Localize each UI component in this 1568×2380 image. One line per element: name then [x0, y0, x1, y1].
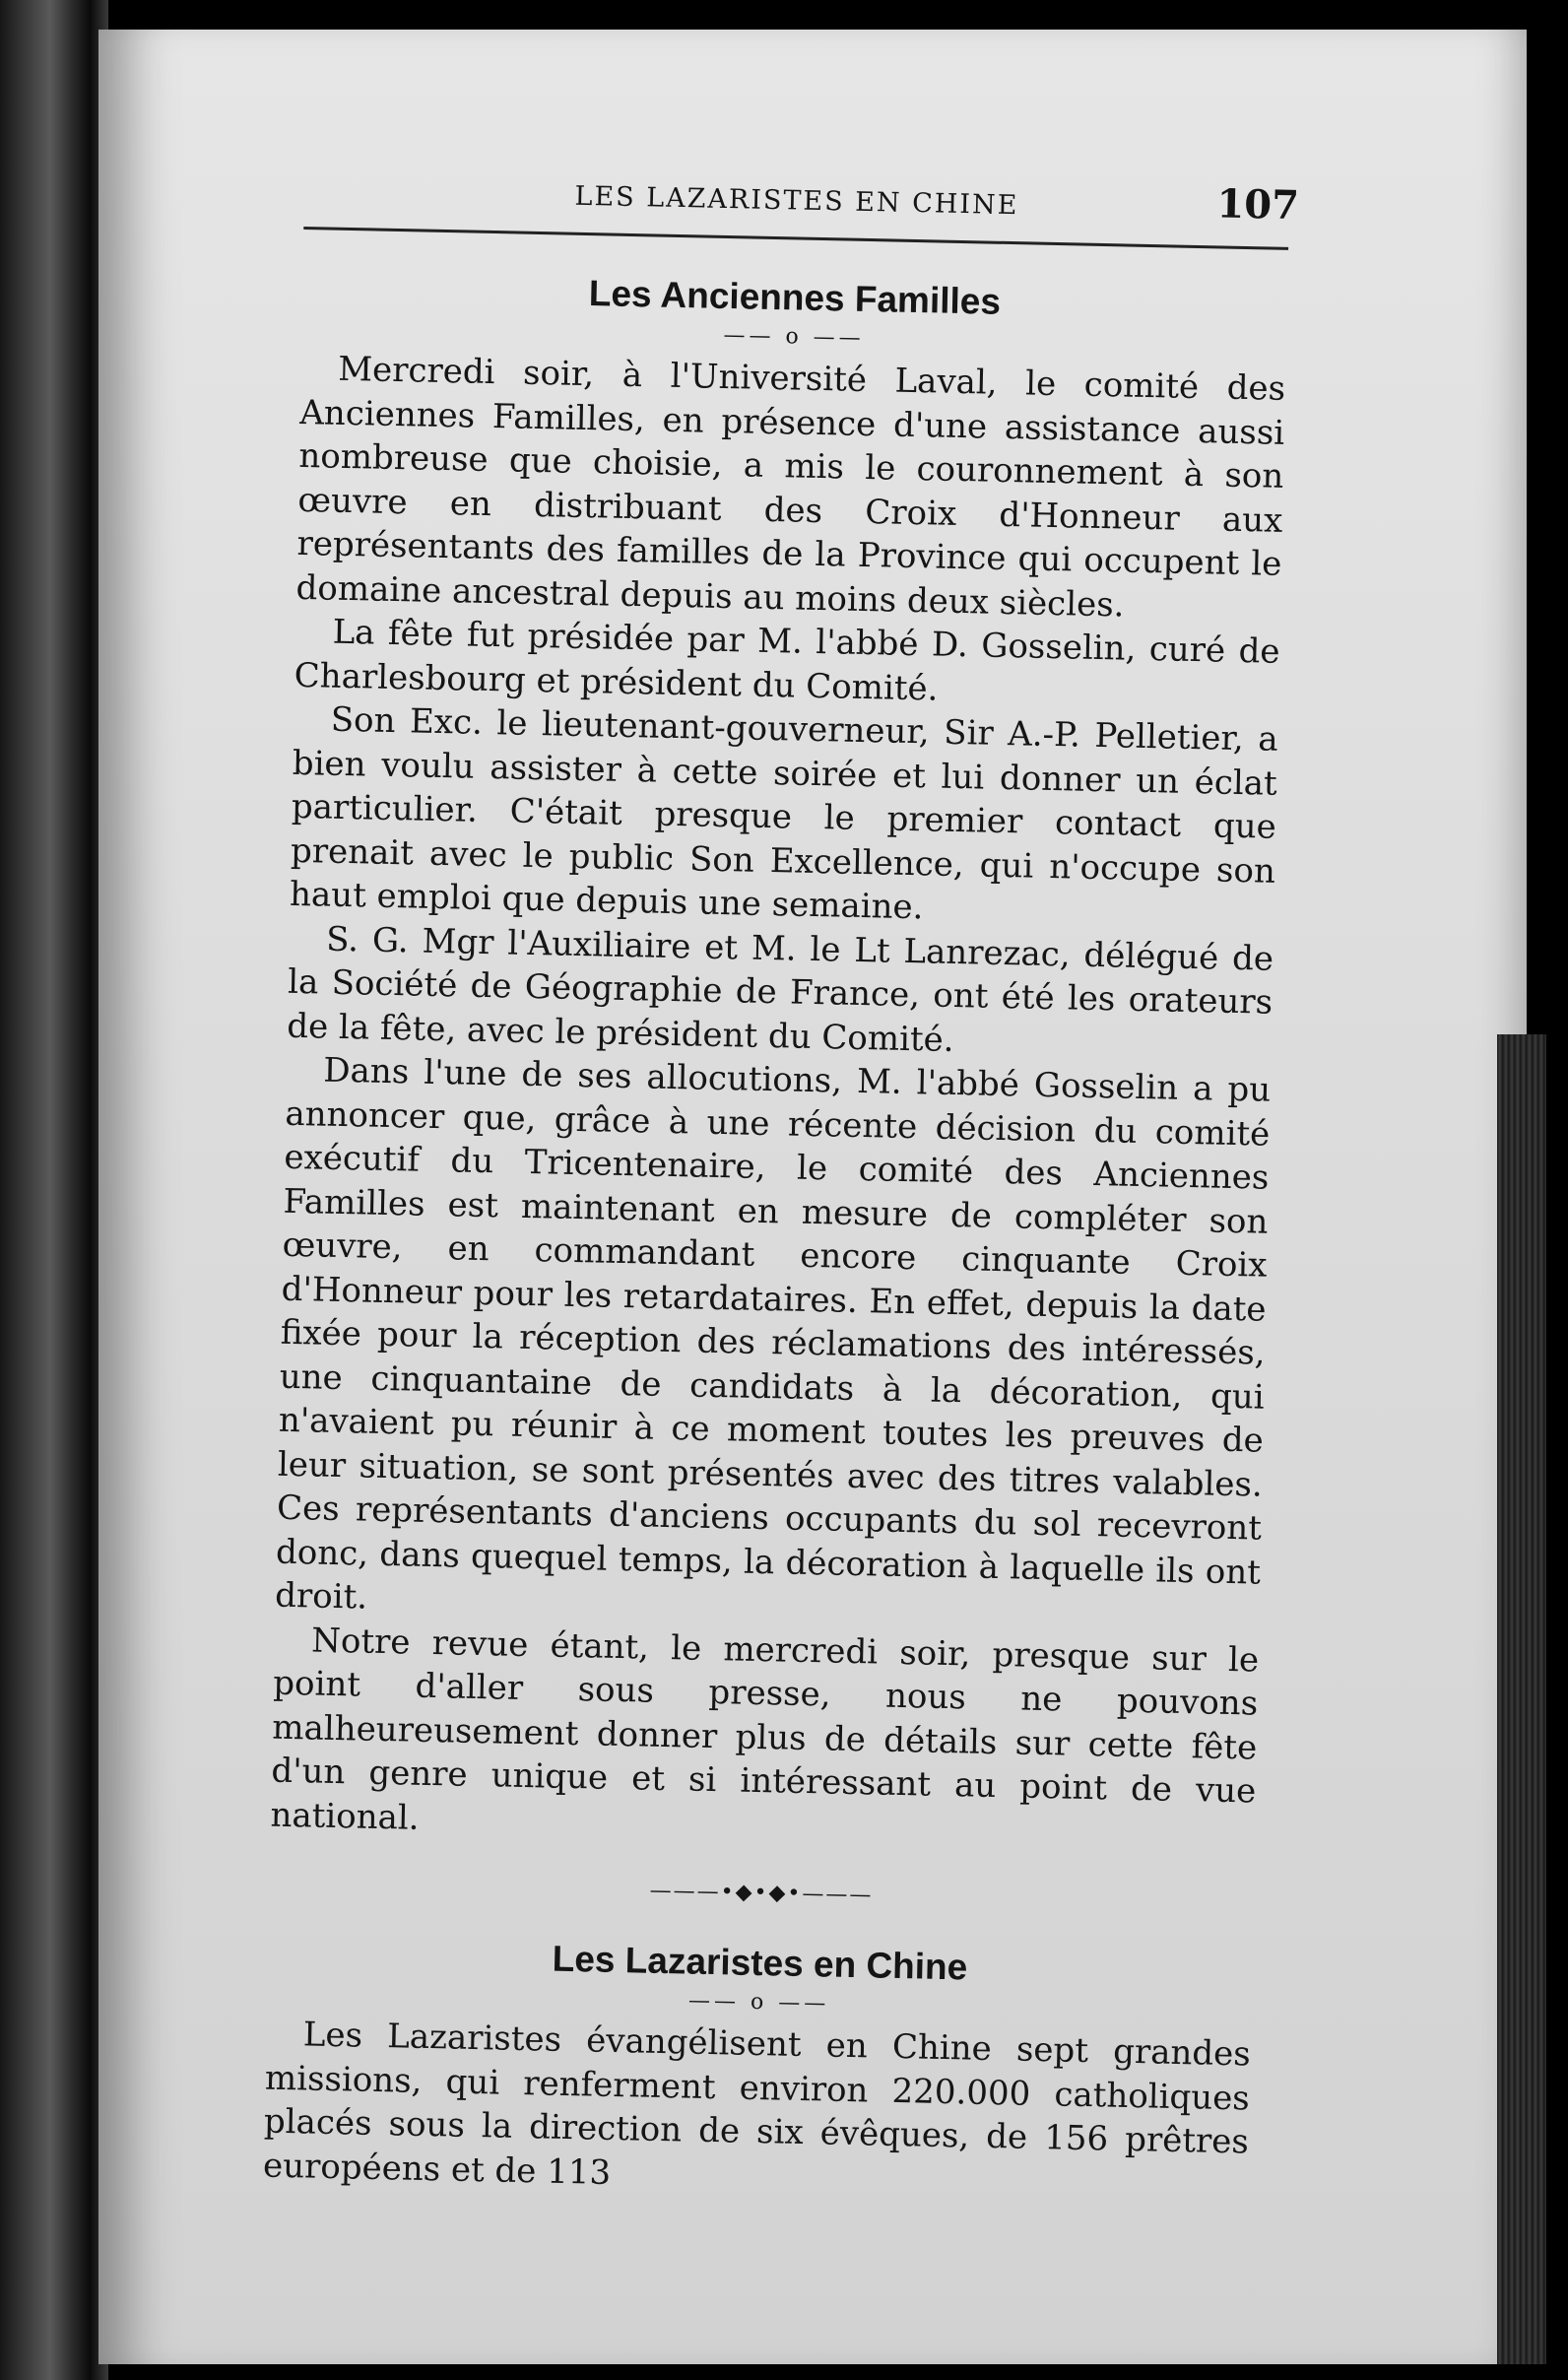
paragraph: Les Lazaristes évangélisent en Chine sept grandes missions, qui renferment environ 220.000 catholiques placés sous la direction de six évêques, de 156 prêtres européens et de 113	[262, 2015, 1252, 2193]
paragraph: Dans l'une de ses allocutions, M. l'abbé Gosselin a pu annoncer que, grâce à une récente décision du comité exécutif du Tricentenaire, le comité des Anciennes Familles est maintenant en mesure de compléter son œuvre, en commandant encore cinquante Croix d'Honneur pour les retardataires. En effet, depuis la date fixée pour la réception des réclamations des intéressés, une cinquantaine de candidats à la décoration, qui n'avaient pu réunir à ce moment toutes les preuves de leur situation, se sont présentés avec des titres valables. Ces représentants d'anciens occupants du sol recevront donc, dans quequel temps, la décoration à laquelle ils ont droit.	[274, 1050, 1272, 1618]
paragraph: Mercredi soir, à l'Université Laval, le comité des Anciennes Familles, en présence d'une assistance aussi nombreuse que choisie, a mis le couronnement à son œuvre en distribuant des Croix d'Honneur aux représentants des familles de la Province qui occupent le domaine ancestral depuis au moins deux siècles.	[295, 349, 1286, 626]
paragraph: S. G. Mgr l'Auxiliaire et M. le Lt Lanrezac, délégué de la Société de Géographie de France, ont été les orateurs de la fête, avec le président du Comité.	[286, 919, 1274, 1060]
section-title-lazaristes-en-chine: Les Lazaristes en Chine	[552, 1938, 968, 1988]
paragraph: Son Exc. le lieutenant-gouverneur, Sir A.-P. Pelletier, a bien voulu assister à cette soirée et lui donner un éclat particulier. C'était presque le premier contact que prenait avec le public Son Excellence, qui n'occupe son haut emploi que depuis une semaine.	[289, 699, 1279, 928]
facing-page-edge	[0, 0, 91, 2380]
page-number: 107	[1216, 180, 1300, 230]
section-divider: ———•◆•◆•———	[649, 1878, 874, 1908]
page-content	[262, 148, 1300, 2208]
title-ornament: —— o ——	[687, 1988, 830, 2016]
title-ornament: —— o ——	[723, 322, 865, 351]
paragraph: Notre revue étant, le mercredi soir, presque sur le point d'aller sous presse, nous ne pouvons malheureusement donner plus de détails sur cette fête d'un genre unique et si intéressant au point de vue national.	[270, 1620, 1260, 1838]
section-title-anciennes-familles: Les Anciennes Familles	[588, 273, 1002, 322]
paragraph: La fête fut présidée par M. l'abbé D. Gosselin, curé de Charlesbourg et président du Comité.	[294, 612, 1280, 709]
page-stack-edge	[1497, 1034, 1546, 2364]
running-title: LES LAZARISTES EN CHINE	[574, 180, 1019, 222]
